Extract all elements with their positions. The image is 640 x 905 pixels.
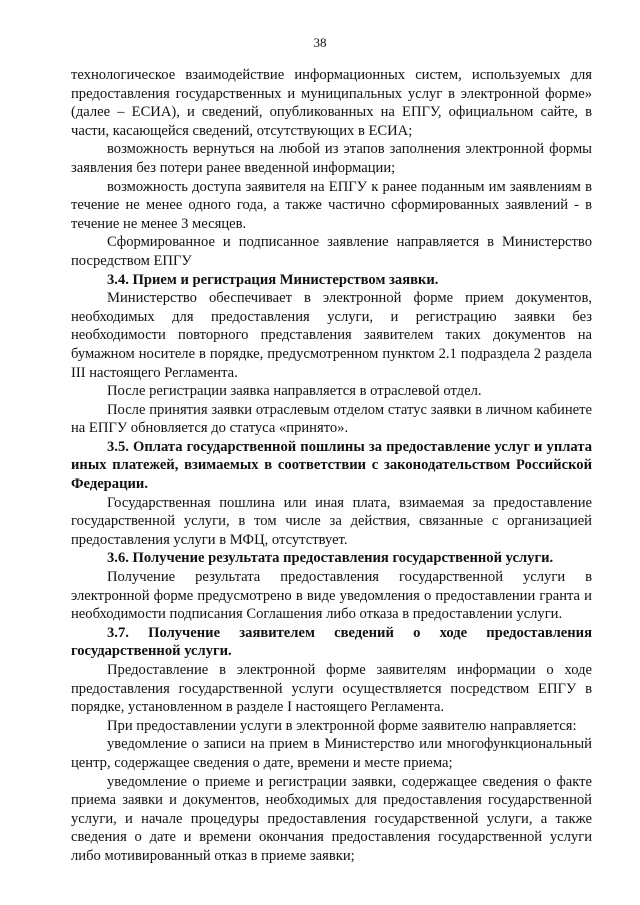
paragraph-registration-notice: уведомление о приеме и регистрации заявки, содержащее сведения о факте приема заявки и документов, необходимых для предоставления государственной услуги, и начале процедуры предоставления государственной услуги, а также сведения о дате и времени окончания предоставления государственной услуги либо мотивированный отказ в приеме заявки;	[71, 773, 592, 864]
paragraph-esia-continuation: технологическое взаимодействие информационных систем, используемых для предоставления государственных и муниципальных услуг в электронной форме» (далее – ЕСИА), и сведений, опубликованных на ЕПГУ, официальном сайте, в части, касающейся сведений, отсутствующих в ЕСИА;	[71, 67, 592, 139]
section-heading-3-7: 3.7. Получение заявителем сведений о ходе предоставления государственной услуги.	[71, 624, 592, 660]
paragraph-return-to-step: возможность вернуться на любой из этапов заполнения электронной формы заявления без потери ранее введенной информации;	[71, 141, 592, 176]
paragraph-access-previous-applications: возможность доступа заявителя на ЕПГУ к ранее поданным им заявлениям в течение не менее одного года, а также частично сформированных заявлений - в течение не менее 3 месяцев.	[71, 178, 592, 232]
paragraph-ministry-receives: Министерство обеспечивает в электронной форме прием документов, необходимых для предоставления услуги, и регистрацию заявки без необходимости повторного представления заявителем таких документов на бумажном носителе в порядке, предусмотренном пунктом 2.1 подраздела 2 раздела III настоящего Регламента.	[71, 290, 592, 381]
document-body	[71, 66, 592, 866]
section-heading-3-4: 3.4. Прием и регистрация Министерством заявки.	[107, 271, 439, 288]
paragraph-progress-info: Предоставление в электронной форме заявителям информации о ходе предоставления государственной услуги осуществляется посредством ЕПГУ в порядке, установленном в разделе I настоящего Регламента.	[71, 662, 592, 716]
paragraph-state-duty: Государственная пошлина или иная плата, взимаемая за предоставление государственной услуги, в том числе за действия, связанные с организацией предоставления услуги в МФЦ, отсутствует.	[71, 494, 592, 548]
paragraph-status-accepted: После принятия заявки отраслевым отделом статус заявки в личном кабинете на ЕПГУ обновляется до статуса «принято».	[71, 401, 592, 437]
page-number: 38	[313, 35, 327, 50]
paragraph-after-registration: После регистрации заявка направляется в отраслевой отдел.	[107, 383, 482, 400]
section-heading-3-5: 3.5. Оплата государственной пошлины за предоставление услуг и уплата иных платежей, взимаемых в соответствии с законодательством Российской Федерации.	[71, 438, 592, 493]
section-heading-3-6: 3.6. Получение результата предоставления государственной услуги.	[107, 550, 554, 567]
paragraph-signed-application: Сформированное и подписанное заявление направляется в Министерство посредством ЕПГУ	[71, 234, 592, 269]
paragraph-result-receipt: Получение результата предоставления государственной услуги в электронной форме предусмотрено в виде уведомления о предоставлении гранта и необходимости подписания Соглашения либо отказа в предоставлении услуги.	[71, 569, 592, 623]
paragraph-sent-to-applicant: При предоставлении услуги в электронной форме заявителю направляется:	[107, 717, 577, 734]
paragraph-appointment-notice: уведомление о записи на прием в Министерство или многофункциональный центр, содержащее сведения о дате, времени и месте приема;	[71, 736, 592, 771]
